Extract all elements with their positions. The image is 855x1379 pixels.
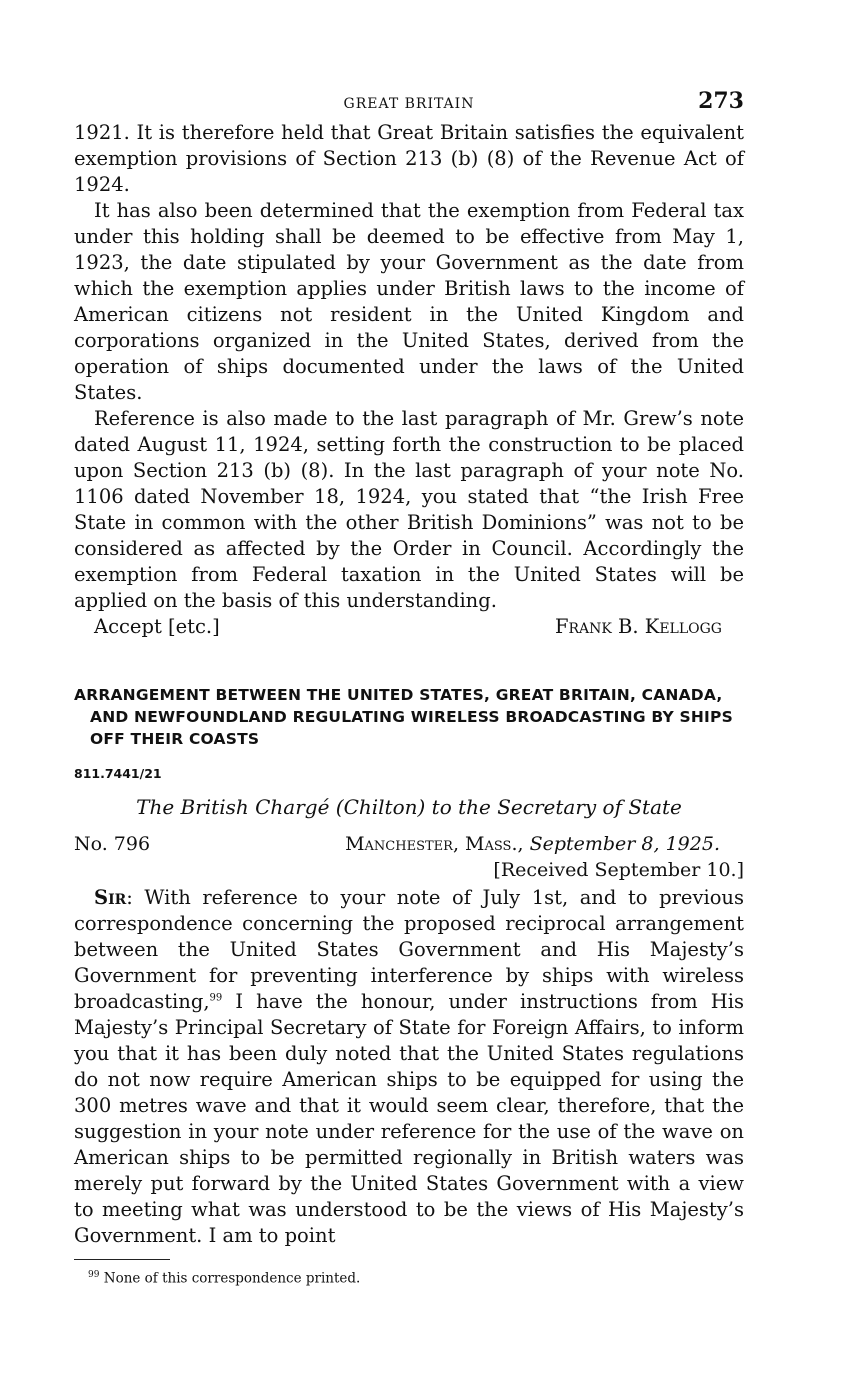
note-number: No. 796 (74, 833, 151, 855)
signature: Frank B. Kellogg (554, 615, 722, 638)
letter-body-part1: : With reference to your note of July 1st, and to previous correspondence concerning the proposed reciprocal arrangement between the United States Government and His Majesty’s Government for preventing interference by ships with wireless broadcasting, (74, 886, 744, 1013)
place: Manchester, Mass., (345, 833, 524, 855)
running-head (74, 88, 744, 120)
letter-body (74, 885, 744, 1249)
dateline (74, 833, 744, 885)
closing-line (74, 614, 744, 642)
document-page (74, 88, 744, 1287)
date: September 8, 1925. (529, 833, 720, 855)
paragraph-exemption-date: It has also been determined that the exemption from Federal tax under this holding shall be deemed to be effective from May 1, 1923, the date stipulated by your Government as the date from which the exemption applies under British laws to the income of American citizens not resident in the United Kingdom and corporations organized in the United States, derived from the operation of ships documented under the laws of the United States. (74, 199, 744, 404)
running-title: GREAT BRITAIN (343, 96, 475, 112)
paragraph-irish-free-state: Reference is also made to the last paragraph of Mr. Grew’s note dated August 11, 1924, setting forth the construction to be placed upon Section 213 (b) (8). In the last paragraph of your note No. 1106 dated November 18, 1924, you stated that “the Irish Free State in common with the other British Dominions” was not to be considered as affected by the Order in Council. Accordingly the exemption from Federal taxation in the United States will be applied on the basis of this understanding. (74, 407, 744, 612)
file-number: 811.7441/21 (74, 766, 162, 781)
section-heading: ARRANGEMENT BETWEEN THE UNITED STATES, GREAT BRITAIN, CANADA, AND NEWFOUNDLAND REGULATING WIRELESS BROADCASTING BY SHIPS OFF THEIR COASTS (74, 686, 733, 748)
page-number: 273 (698, 88, 744, 114)
footnote-text: None of this correspondence printed. (103, 1270, 361, 1287)
letter-body-part2: I have the honour, under instructions from His Majesty’s Principal Secretary of State for Foreign Affairs, to inform you that it has been duly noted that the United States regulations do not now require American ships to be equipped for using the 300 metres wave and that it would seem clear, therefore, that the suggestion in your note under reference for the use of the wave on American ships to be permitted regionally in British waters was merely put forward by the United States Government with a view to meeting what was understood to be the views of His Majesty’s Government. I am to point (74, 990, 744, 1247)
document-title: The British Chargé (Chilton) to the Secretary of State (136, 795, 682, 819)
footnote (74, 1270, 744, 1287)
footnote-marker: 99 (88, 1270, 100, 1280)
closing-text: Accept [etc.] (94, 615, 220, 638)
place-and-date (345, 833, 720, 855)
received-date: [Received September 10.] (493, 859, 744, 881)
footnote-reference: 99 (209, 992, 223, 1004)
salutation: Sir (94, 886, 127, 909)
paragraph-continuation: 1921. It is therefore held that Great Britain satisfies the equivalent exemption provisions of Section 213 (b) (8) of the Revenue Act of 1924. (74, 121, 744, 196)
footnote-rule (74, 1259, 170, 1260)
